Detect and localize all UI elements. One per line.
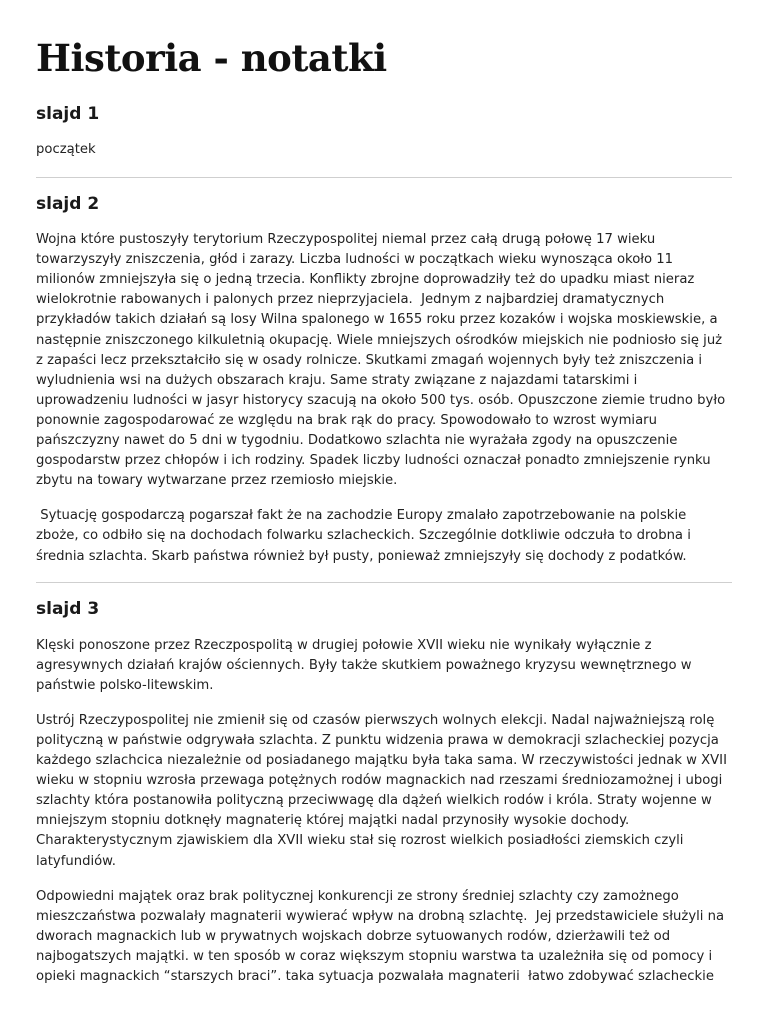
paragraph: Ustrój Rzeczypospolitej nie zmienił się od czasów pierwszych wolnych elekcji. Nadal najważniejszą rolę polityczną w państwie odgrywała szlachta. Z punktu widzenia prawa w demokracji szlacheckiej pozycja każdego szlachcica niezależnie od posiadanego majątku była taka sama. W rzeczywistości jednak w XVII wieku w stopniu wzrosła przewaga potężnych rodów magnackich nad rzeszami średniozamożnej i ubogi szlachty która postanowiła polityczną przeciwwagę dla dążeń wielkich rodów i króla. Straty wojenne w mniejszym stopniu dotknęły magnaterię której majątki nadal przynosiły wysokie dochody. Charakterystycznym zjawiskiem dla XVII wieku stał się rozrost wielkich posiadłości ziemskich czyli latyfundiów. — [36, 712, 732, 869]
document-page — [36, 0, 732, 987]
section-slajd-2 — [36, 192, 732, 567]
paragraph: Sytuację gospodarczą pogarszał fakt że na zachodzie Europy zmalało zapotrzebowanie na polskie zboże, co odbiło się na dochodach folwarku szlacheckich. Szczególnie dotkliwie odczuła to drobna i średnia szlachta. Skarb państwa również był pusty, ponieważ zmniejszyły się dochody z podatków. — [36, 508, 696, 564]
section-slajd-1 — [36, 102, 732, 160]
paragraph: Klęski ponoszone przez Rzeczpospolitą w drugiej połowie XVII wieku nie wynikały wyłącznie z agresywnych działań krajów ościennych. Były także skutkiem poważnego kryzysu wewnętrznego w państwie polsko-litewskim. — [36, 637, 696, 693]
section-heading: slajd 3 — [36, 598, 100, 619]
paragraph: Odpowiedni majątek oraz brak politycznej konkurencji ze strony średniej szlachty czy zamożnego mieszczaństwa pozwalały magnaterii wywierać wpływ na drobną szlachtę. Jej przedstawiciele służyli na dworach magnackich lub w prywatnych wojskach dobrze sytuowanych rodów, dzierżawili też od najbogatszych majątki. w ten sposób w coraz większym stopniu warstwa ta uzależniła się od pomocy i opieki magnackich “starszych braci”. taka sytuacja pozwalała magnaterii łatwo zdobywać szlacheckie — [36, 888, 729, 984]
section-slajd-3 — [36, 597, 732, 988]
section-divider — [36, 177, 732, 178]
section-divider — [36, 582, 732, 583]
paragraph: Wojna które pustoszyły terytorium Rzeczypospolitej niemal przez całą drugą połowę 17 wieku towarzyszyły zniszczenia, głód i zarazy. Liczba ludności w początkach wieku wynosząca około 11 milionów zmniejszyła się o jedną trzecia. Konflikty zbrojne doprowadziły też do upadku miast nieraz wielokrotnie rabowanych i palonych przez nieprzyjaciela. Jednym z najbardziej dramatycznych przykładów takich działań są losy Wilna spalonego w 1655 roku przez kozaków i wojska moskiewskie, a następnie zniszczonego kilkuletnią okupację. Wiele mniejszych ośrodków miejskich nie podniosło się już z zapaści lecz przekształciło się w osady rolnicze. Skutkami zmagań wojennych były też zniszczenia i wyludnienia wsi na dużych obszarach kraju. Same straty związane z najazdami tatarskimi i uprowadzeniu ludności w jasyr historycy szacują na około 500 tys. osób. Opuszczone ziemie trudno było ponownie zagospodarować ze względu na brak rąk do pracy. Spowodowało to wzrost wymiaru pańszczyzny nawet do 5 dni w tygodniu. Dodatkowo szlachta nie wyrażała zgody na opuszczenie gospodarstw przez chłopów i ich rodziny. Spadek liczby ludności oznaczał ponadto zmniejszenie rynku zbytu na towary wytwarzane przez rzemiosło miejskie. — [36, 232, 730, 489]
section-heading: slajd 2 — [36, 194, 100, 215]
paragraph: początek — [36, 142, 96, 157]
section-heading: slajd 1 — [36, 104, 100, 124]
document-title: Historia - notatki — [36, 36, 387, 80]
